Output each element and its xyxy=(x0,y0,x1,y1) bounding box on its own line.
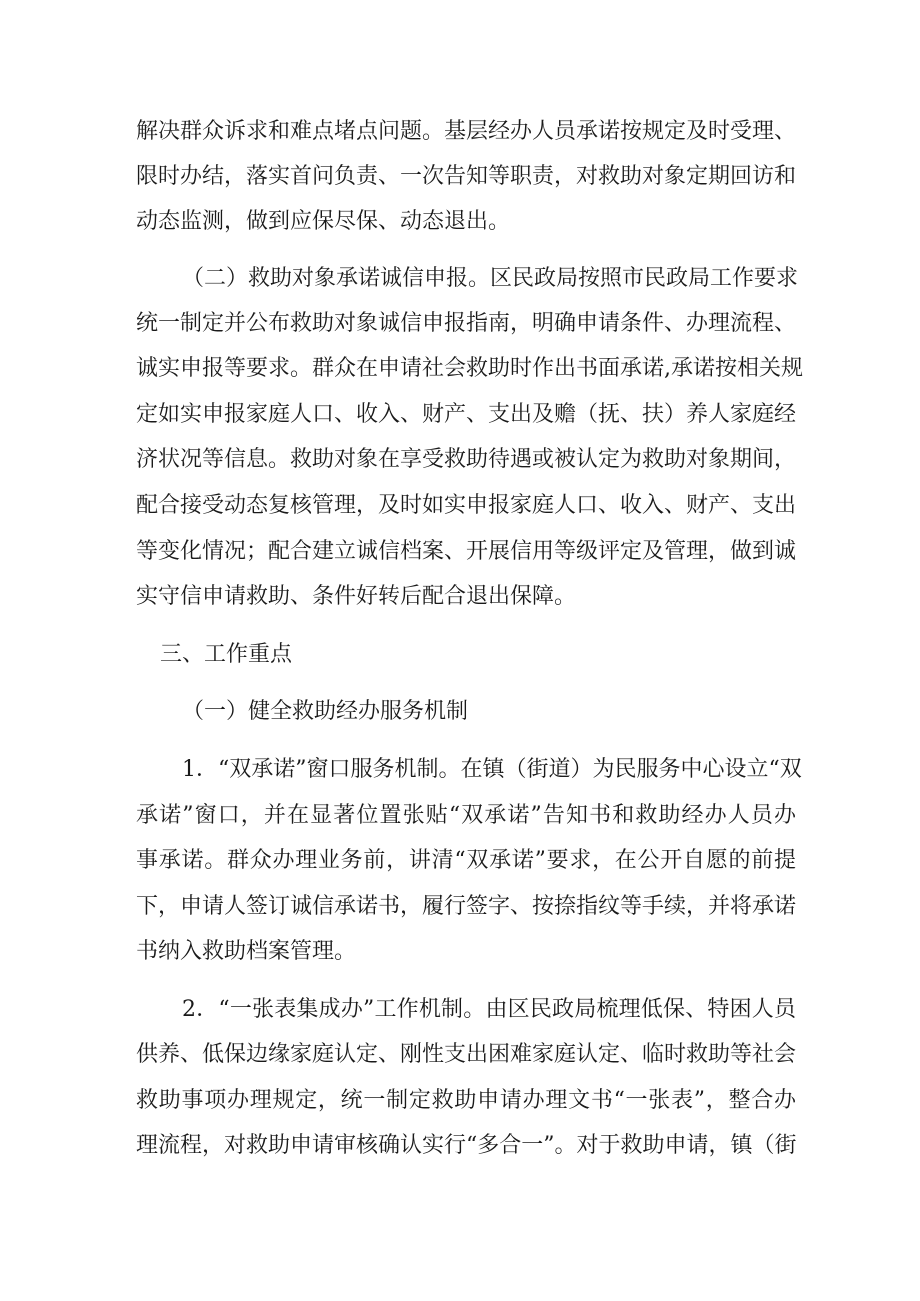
paragraph-line: 2．“一张表集成办”工作机制。由区民政局梳理低保、特困人员 xyxy=(182,997,796,1022)
paragraph-line: 配合接受动态复核管理，及时如实申报家庭人口、收入、财产、支出 xyxy=(136,493,797,518)
paragraph-line: 1．“双承诺”窗口服务机制。在镇（街道）为民服务中心设立“双 xyxy=(182,757,802,782)
paragraph-line: 实守信申请救助、条件好转后配合退出保障。 xyxy=(136,584,577,609)
paragraph-line: 动态监测，做到应保尽保、动态退出。 xyxy=(136,209,511,234)
paragraph-line: 诚实申报等要求。群众在申请社会救助时作出书面承诺,承诺按相关规 xyxy=(136,356,803,381)
paragraph-line: 限时办结，落实首问负责、一次告知等职责，对救助对象定期回访和 xyxy=(136,164,797,189)
paragraph-line: 救助事项办理规定，统一制定救助申请办理文书“一张表”，整合办 xyxy=(136,1088,796,1113)
paragraph-line: 事承诺。群众办理业务前，讲清“双承诺”要求，在公开自愿的前提 xyxy=(136,848,796,873)
paragraph-line: 书纳入救助档案管理。 xyxy=(136,939,357,964)
paragraph-line: 下，申请人签订诚信承诺书，履行签字、按捺指纹等手续，并将承诺 xyxy=(136,894,797,919)
paragraph-line: 承诺”窗口，并在显著位置张贴“双承诺”告知书和救助经办人员办 xyxy=(136,803,796,828)
section-title: 三、工作重点 xyxy=(160,642,293,667)
paragraph-line: 统一制定并公布救助对象诚信申报指南，明确申请条件、办理流程、 xyxy=(136,311,797,336)
paragraph-line: 等变化情况；配合建立诚信档案、开展信用等级评定及管理，做到诚 xyxy=(136,539,797,564)
paragraph-line: 济状况等信息。救助对象在享受救助待遇或被认定为救助对象期间， xyxy=(136,447,797,472)
subsection-title: （一）健全救助经办服务机制 xyxy=(182,699,469,724)
section-heading-line: （二）救助对象承诺诚信申报。区民政局按照市民政局工作要求 xyxy=(182,266,799,291)
paragraph-line: 供养、低保边缘家庭认定、刚性支出困难家庭认定、临时救助等社会 xyxy=(136,1042,797,1067)
paragraph-line: 解决群众诉求和难点堵点问题。基层经办人员承诺按规定及时受理、 xyxy=(136,119,797,144)
paragraph-line: 理流程，对救助申请审核确认实行“多合一”。对于救助申请，镇（街 xyxy=(136,1133,797,1158)
paragraph-line: 定如实申报家庭人口、收入、财产、支出及赡（抚、扶）养人家庭经 xyxy=(136,402,797,427)
